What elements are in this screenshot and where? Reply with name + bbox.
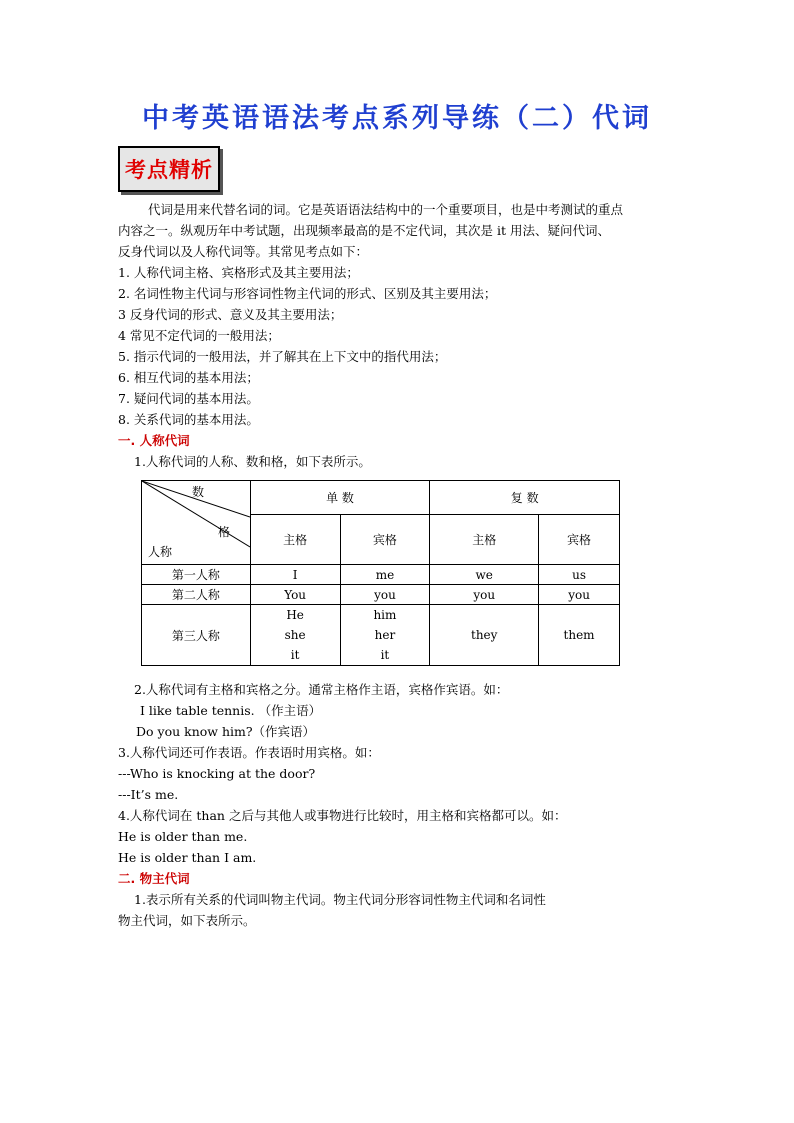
section-heading: 一. 人称代词 (118, 433, 190, 448)
paragraph: 2.人称代词有主格和宾格之分。通常主格作主语，宾格作宾语。如： (134, 682, 509, 697)
header-object: 宾格 (340, 515, 430, 565)
example-line: He is older than I am. (118, 850, 257, 865)
example-line: ---It’s me. (118, 787, 179, 802)
table-cell: you (539, 585, 620, 605)
header-subject: 主格 (430, 515, 539, 565)
intro-line: 内容之一。纵观历年中考试题，出现频率最高的是不定代词，其次是 it 用法、疑问代词、 (118, 223, 610, 238)
table-row (142, 585, 620, 605)
example-line: He is older than me. (118, 829, 248, 844)
row-person: 第一人称 (142, 565, 251, 585)
table-cell: me (340, 565, 430, 585)
row-person: 第三人称 (142, 605, 251, 666)
example-line: Do you know him?（作宾语） (136, 724, 316, 739)
example-line: ---Who is knocking at the door? (118, 766, 316, 781)
list-item: 7. 疑问代词的基本用法。 (118, 391, 259, 406)
table-cell (340, 605, 430, 666)
list-item: 2. 名词性物主代词与形容词性物主代词的形式、区别及其主要用法； (118, 286, 497, 301)
intro-line: 反身代词以及人称代词等。其常见考点如下： (118, 244, 369, 259)
corner-label-number: 数 (192, 485, 205, 499)
personal-pronoun-table (141, 480, 620, 666)
page-title: 中考英语语法考点系列导练（二）代词 (142, 103, 652, 134)
list-item: 6. 相互代词的基本用法； (118, 370, 259, 385)
table-cell: us (539, 565, 620, 585)
paragraph: 4.人称代词在 than 之后与其他人或事物进行比较时，用主格和宾格都可以。如： (118, 808, 567, 823)
paragraph: 3.人称代词还可作表语。作表语时用宾格。如： (118, 745, 380, 760)
table-cell: you (430, 585, 539, 605)
cell-line: him (373, 608, 397, 622)
section-heading: 二. 物主代词 (118, 871, 190, 886)
table-cell: they (430, 605, 539, 666)
section-badge: 考点精析 (118, 146, 220, 192)
table-cell: You (250, 585, 340, 605)
row-person: 第二人称 (142, 585, 251, 605)
header-object: 宾格 (539, 515, 620, 565)
table-row (142, 565, 620, 585)
header-plural: 复 数 (430, 481, 620, 515)
paragraph: 物主代词，如下表所示。 (118, 913, 256, 928)
list-item: 3 反身代词的形式、意义及其主要用法； (118, 307, 343, 322)
cell-line: it (290, 648, 300, 662)
list-item: 1. 人称代词主格、宾格形式及其主要用法； (118, 265, 359, 280)
table-cell (250, 605, 340, 666)
list-item: 5. 指示代词的一般用法，并了解其在上下文中的指代用法； (118, 349, 447, 364)
cell-line: she (284, 628, 306, 642)
cell-line: her (374, 628, 396, 642)
header-singular: 单 数 (250, 481, 430, 515)
cell-line: He (286, 608, 304, 622)
table-cell: you (340, 585, 430, 605)
list-item: 8. 关系代词的基本用法。 (118, 412, 259, 427)
paragraph: 1.表示所有关系的代词叫物主代词。物主代词分形容词性物主代词和名词性 (134, 892, 546, 907)
table-cell: we (430, 565, 539, 585)
table-row (142, 605, 620, 666)
example-line: I like table tennis. （作主语） (140, 703, 322, 718)
paragraph: 1.人称代词的人称、数和格，如下表所示。 (134, 454, 371, 469)
header-subject: 主格 (250, 515, 340, 565)
cell-line: it (380, 648, 390, 662)
intro-line: 代词是用来代替名词的词。它是英语语法结构中的一个重要项目，也是中考测试的重点 (148, 202, 624, 217)
table-corner-cell (142, 481, 251, 565)
list-item: 4 常见不定代词的一般用法； (118, 328, 280, 343)
corner-label-case: 格 (218, 525, 231, 539)
table-cell: them (539, 605, 620, 666)
table-cell: I (250, 565, 340, 585)
corner-label-person: 人称 (148, 545, 173, 559)
